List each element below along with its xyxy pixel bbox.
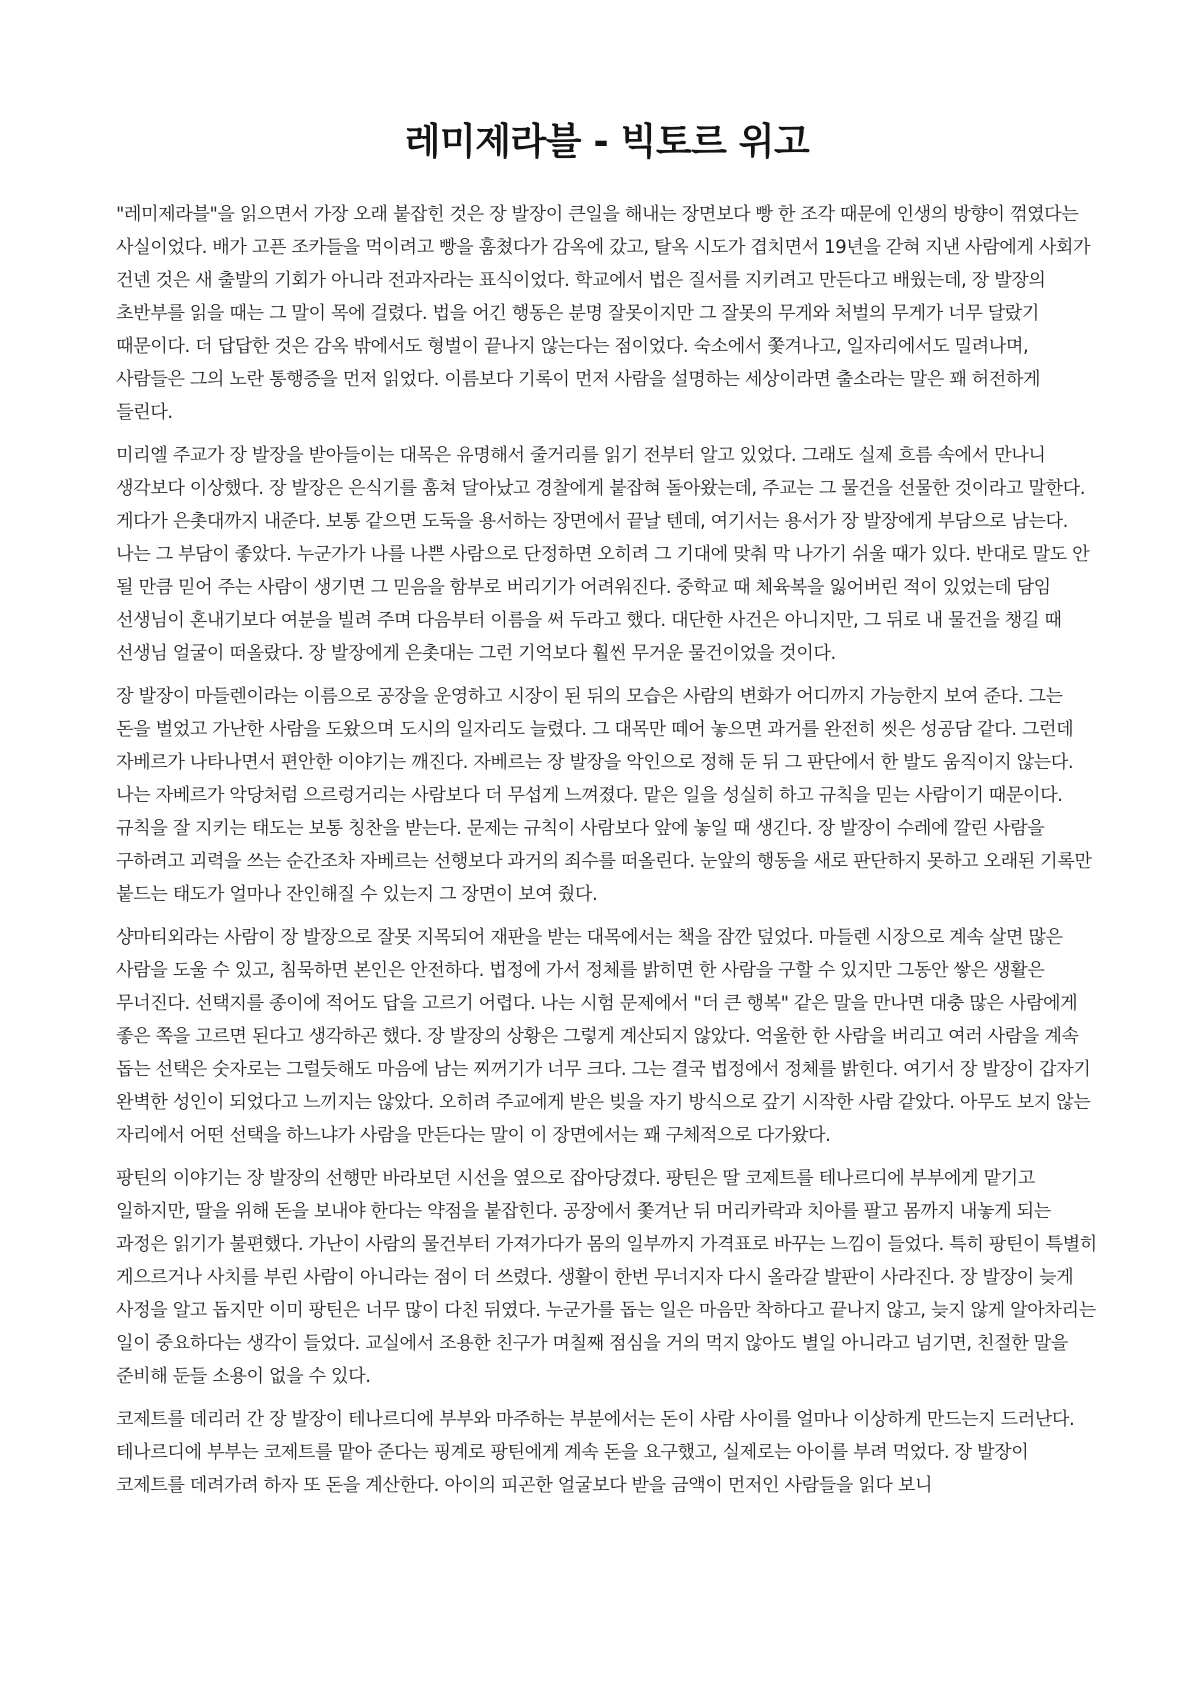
paragraph-6: 코제트를 데리러 간 장 발장이 테나르디에 부부와 마주하는 부분에서는 돈이 사람 사이를 얼마나 이상하게 만드는지 드러난다. 테나르디에 부부는 코제트를 맡아 준다는 핑계로 팡틴에게 계속 돈을 요구했고, 실제로는 아이를 부려 먹었다. 장 발장이 코제트를 데려가려 하자 또 돈을 계산한다. 아이의 피곤한 얼굴보다 받을 금액이 먼저인 사람들을 읽다 보니: [116, 1409, 1075, 1496]
paragraph-4: 샹마티외라는 사람이 장 발장으로 잘못 지목되어 재판을 받는 대목에서는 책을 잠깐 덮었다. 마들렌 시장으로 계속 살면 많은 사람을 도울 수 있고, 침묵하면 본인은 안전하다. 법정에 가서 정체를 밝히면 한 사람을 구할 수 있지만 그동안 쌓은 생활은 무너진다. 선택지를 종이에 적어도 답을 고르기 어렵다. 나는 시험 문제에서 "더 큰 행복" 같은 말을 만나면 대충 많은 사람에게 좋은 쪽을 고르면 된다고 생각하곤 했다. 장 발장의 상황은 그렇게 계산되지 않았다. 억울한 한 사람을 버리고 여러 사람을 계속 돕는 선택은 숫자로는 그럴듯해도 마음에 남는 찌꺼기가 너무 크다. 그는 결국 법정에서 정체를 밝힌다. 여기서 장 발장이 갑자기 완벽한 성인이 되었다고 느끼지는 않았다. 오히려 주교에게 받은 빚을 자기 방식으로 갚기 시작한 사람 같았다. 아무도 보지 않는 자리에서 어떤 선택을 하느냐가 사람을 만든다는 말이 이 장면에서는 꽤 구체적으로 다가왔다.: [116, 927, 1091, 1146]
paragraph-5: 팡틴의 이야기는 장 발장의 선행만 바라보던 시선을 옆으로 잡아당겼다. 팡틴은 딸 코제트를 테나르디에 부부에게 맡기고 일하지만, 딸을 위해 돈을 보내야 한다는 약점을 붙잡힌다. 공장에서 쫓겨난 뒤 머리카락과 치아를 팔고 몸까지 내놓게 되는 과정은 읽기가 불편했다. 가난이 사람의 물건부터 가져가다가 몸의 일부까지 가격표로 바꾸는 느낌이 들었다. 특히 팡틴이 특별히 게으르거나 사치를 부린 사람이 아니라는 점이 더 쓰렸다. 생활이 한번 무너지자 다시 올라갈 발판이 사라진다. 장 발장이 늦게 사정을 알고 돕지만 이미 팡틴은 너무 많이 다친 뒤였다. 누군가를 돕는 일은 마음만 착하다고 끝나지 않고, 늦지 않게 알아차리는 일이 중요하다는 생각이 들었다. 교실에서 조용한 친구가 며칠째 점심을 거의 먹지 않아도 별일 아니라고 넘기면, 친절한 말을 준비해 둔들 소용이 없을 수 있다.: [116, 1168, 1097, 1387]
document-title: 레미제라블 - 빅토르 위고: [404, 120, 810, 163]
paragraph-3: 장 발장이 마들렌이라는 이름으로 공장을 운영하고 시장이 된 뒤의 모습은 사람의 변화가 어디까지 가능한지 보여 준다. 그는 돈을 벌었고 가난한 사람을 도왔으며 도시의 일자리도 늘렸다. 그 대목만 떼어 놓으면 과거를 완전히 씻은 성공담 같다. 그런데 자베르가 나타나면서 편안한 이야기는 깨진다. 자베르는 장 발장을 악인으로 정해 둔 뒤 그 판단에서 한 발도 움직이지 않는다. 나는 자베르가 악당처럼 으르렁거리는 사람보다 더 무섭게 느껴졌다. 맡은 일을 성실히 하고 규칙을 믿는 사람이기 때문이다. 규칙을 잘 지키는 태도는 보통 칭찬을 받는다. 문제는 규칙이 사람보다 앞에 놓일 때 생긴다. 장 발장이 수레에 깔린 사람을 구하려고 괴력을 쓰는 순간조차 자베르는 선행보다 과거의 죄수를 떠올린다. 눈앞의 행동을 새로 판단하지 못하고 오래된 기록만 붙드는 태도가 얼마나 잔인해질 수 있는지 그 장면이 보여 줬다.: [116, 686, 1092, 905]
paragraph-1: "레미제라블"을 읽으면서 가장 오래 붙잡힌 것은 장 발장이 큰일을 해내는 장면보다 빵 한 조각 때문에 인생의 방향이 꺾였다는 사실이었다. 배가 고픈 조카들을 먹이려고 빵을 훔쳤다가 감옥에 갔고, 탈옥 시도가 겹치면서 19년을 갇혀 지낸 사람에게 사회가 건넨 것은 새 출발의 기회가 아니라 전과자라는 표식이었다. 학교에서 법은 질서를 지키려고 만든다고 배웠는데, 장 발장의 초반부를 읽을 때는 그 말이 목에 걸렸다. 법을 어긴 행동은 분명 잘못이지만 그 잘못의 무게와 처벌의 무게가 너무 달랐기 때문이다. 더 답답한 것은 감옥 밖에서도 형벌이 끝나지 않는다는 점이었다. 숙소에서 쫓겨나고, 일자리에서도 밀려나며, 사람들은 그의 노란 통행증을 먼저 읽었다. 이름보다 기록이 먼저 사람을 설명하는 세상이라면 출소라는 말은 꽤 허전하게 들린다.: [116, 204, 1091, 423]
paragraph-2: 미리엘 주교가 장 발장을 받아들이는 대목은 유명해서 줄거리를 읽기 전부터 알고 있었다. 그래도 실제 흐름 속에서 만나니 생각보다 이상했다. 장 발장은 은식기를 훔쳐 달아났고 경찰에게 붙잡혀 돌아왔는데, 주교는 그 물건을 선물한 것이라고 말한다. 게다가 은촛대까지 내준다. 보통 같으면 도둑을 용서하는 장면에서 끝날 텐데, 여기서는 용서가 장 발장에게 부담으로 남는다. 나는 그 부담이 좋았다. 누군가가 나를 나쁜 사람으로 단정하면 오히려 그 기대에 맞춰 막 나가기 쉬울 때가 있다. 반대로 말도 안 될 만큼 믿어 주는 사람이 생기면 그 믿음을 함부로 버리기가 어려워진다. 중학교 때 체육복을 잃어버린 적이 있었는데 담임 선생님이 혼내기보다 여분을 빌려 주며 다음부터 이름을 써 두라고 했다. 대단한 사건은 아니지만, 그 뒤로 내 물건을 챙길 때 선생님 얼굴이 떠올랐다. 장 발장에게 은촛대는 그런 기억보다 훨씬 무거운 물건이었을 것이다.: [116, 445, 1090, 664]
